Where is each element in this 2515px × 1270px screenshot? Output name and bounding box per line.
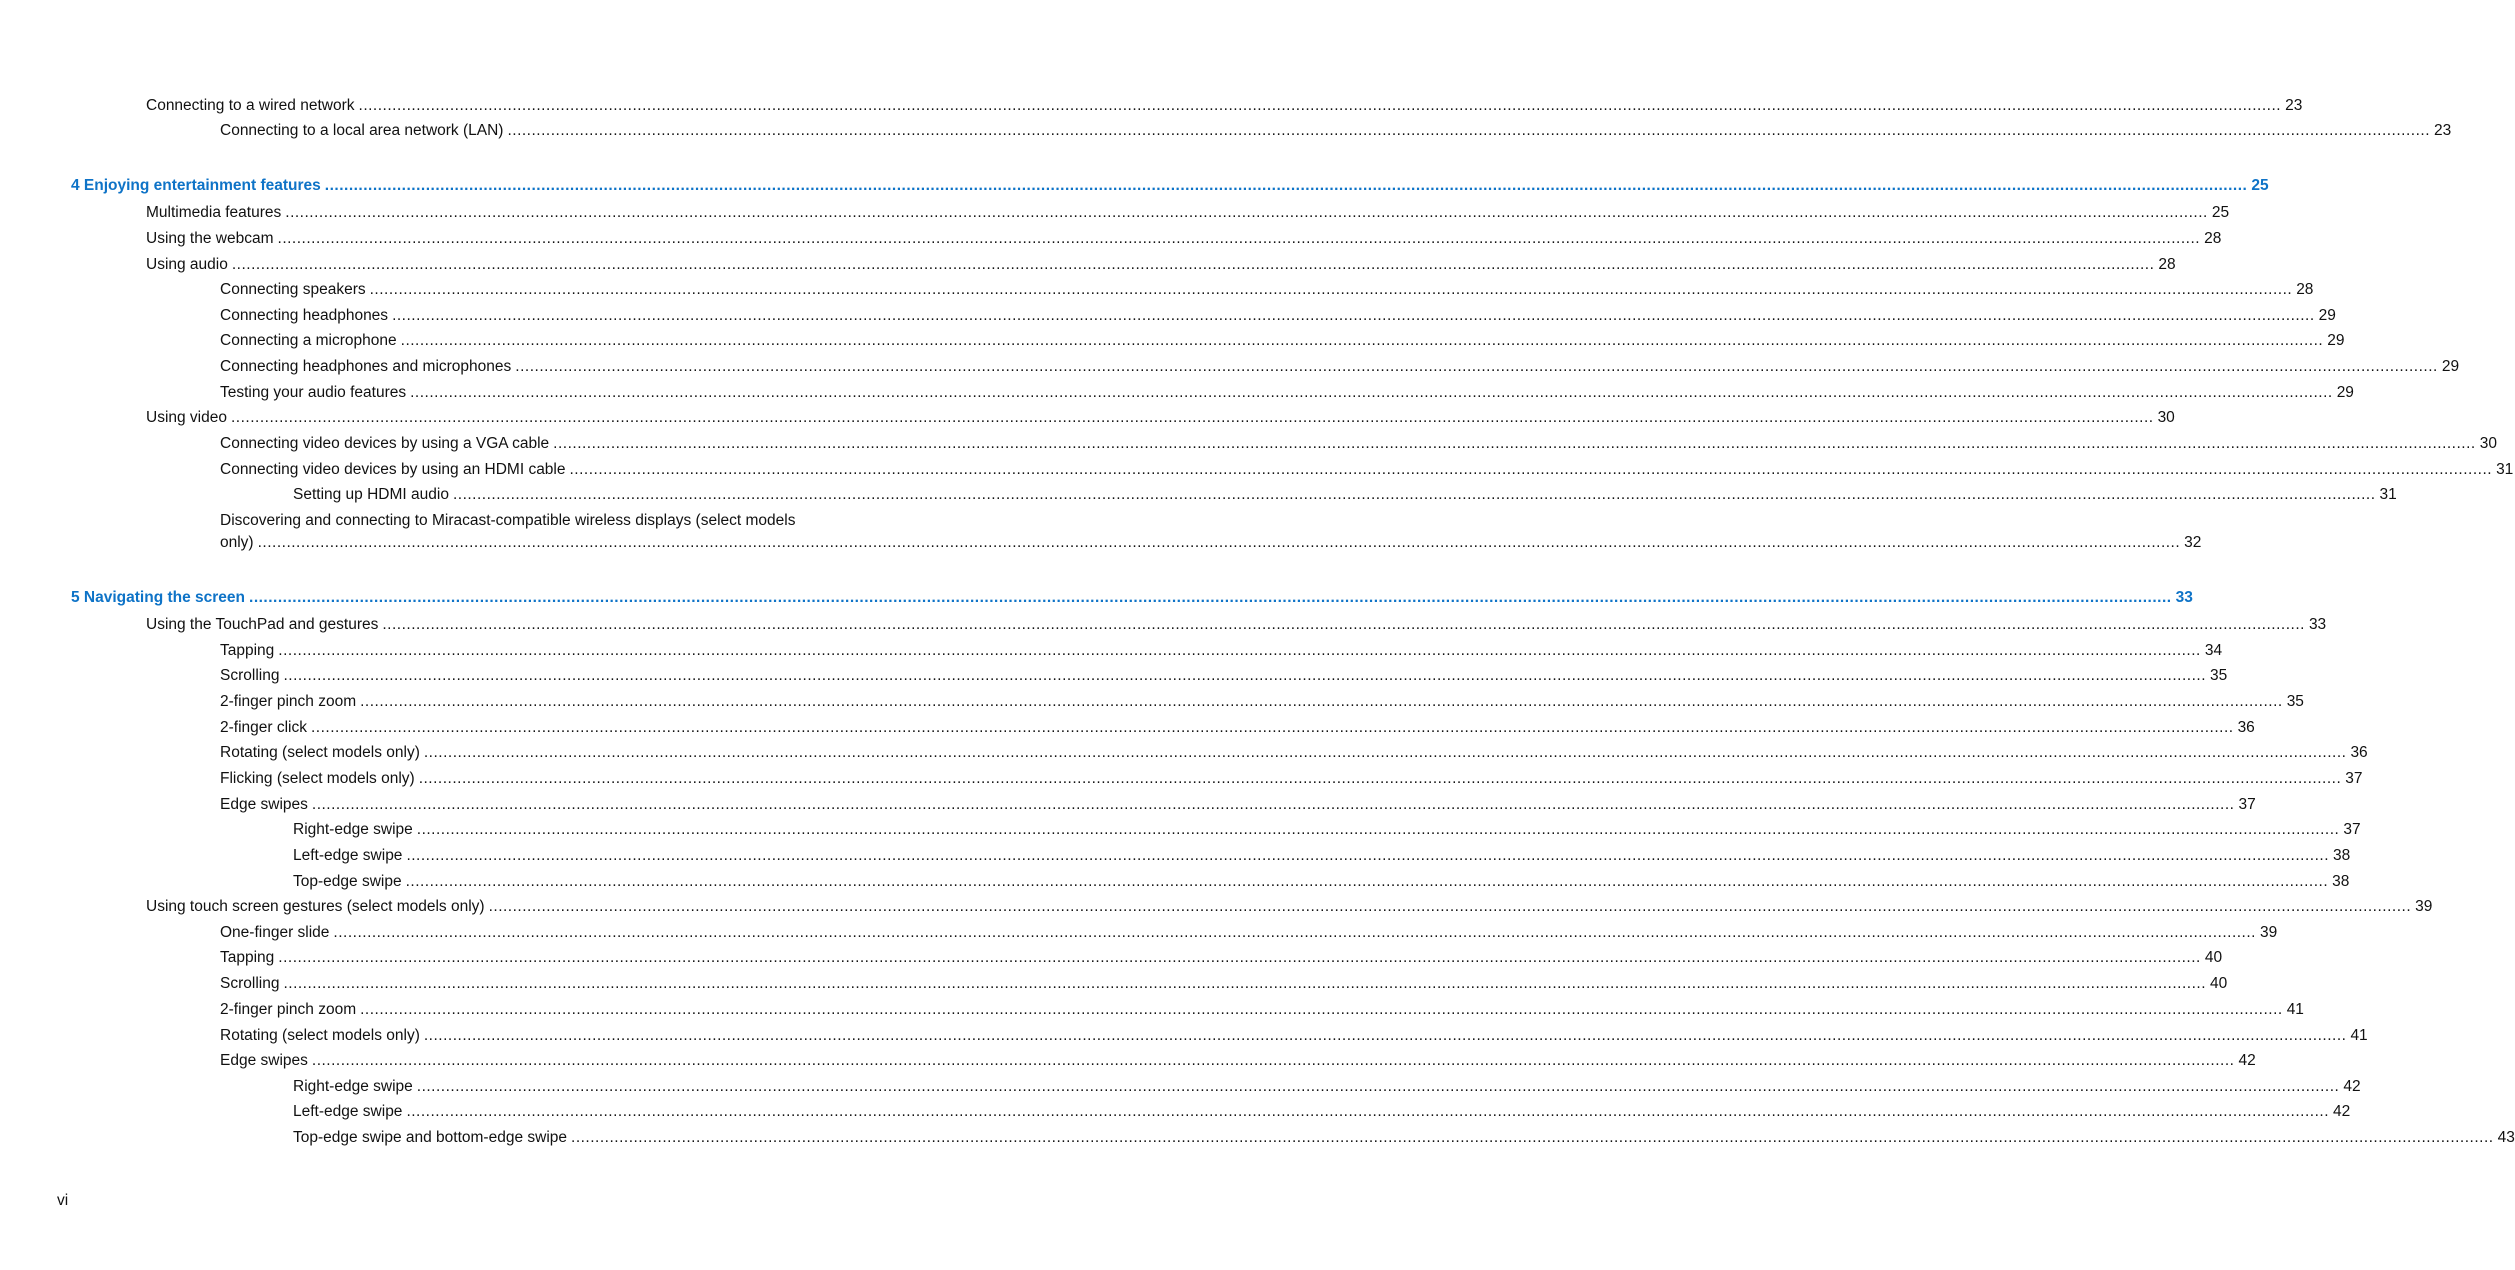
- toc-entry-page-number: 42: [2333, 1103, 2351, 1120]
- toc-entry[interactable]: [220, 384, 2354, 402]
- dot-leader: ................................................................................................................................................................................................................................................................................................................................................................................................................: [231, 409, 2154, 426]
- toc-entry-page-number: 29: [2327, 332, 2345, 349]
- toc-entry[interactable]: [220, 693, 2304, 711]
- toc-entry-title: Scrolling: [220, 975, 280, 992]
- dot-leader: ................................................................................................................................................................................................................................................................................................................................................................................................................: [311, 719, 2234, 736]
- dot-leader: ................................................................................................................................................................................................................................................................................................................................................................................................................: [416, 821, 2340, 838]
- toc-entry-page-number: 36: [2350, 744, 2368, 761]
- dot-leader: ................................................................................................................................................................................................................................................................................................................................................................................................................: [416, 1078, 2340, 1095]
- dot-leader: ................................................................................................................................................................................................................................................................................................................................................................................................................: [283, 975, 2207, 992]
- dot-leader: ................................................................................................................................................................................................................................................................................................................................................................................................................: [324, 177, 2248, 194]
- toc-entry[interactable]: [146, 230, 2222, 248]
- dot-leader: ................................................................................................................................................................................................................................................................................................................................................................................................................: [333, 924, 2256, 941]
- dot-leader: ................................................................................................................................................................................................................................................................................................................................................................................................................: [571, 1129, 2494, 1146]
- toc-entry-title: Using video: [146, 409, 227, 426]
- dot-leader: ................................................................................................................................................................................................................................................................................................................................................................................................................: [418, 770, 2342, 787]
- toc-entry-title: 4 Enjoying entertainment features: [71, 177, 321, 194]
- toc-entry-page-number: 31: [2379, 486, 2397, 503]
- toc-entry-page-number: 29: [2441, 358, 2460, 375]
- dot-leader: ................................................................................................................................................................................................................................................................................................................................................................................................................: [515, 358, 2438, 375]
- toc-entry-title: Rotating (select models only): [220, 1027, 420, 1044]
- toc-entry-page-number: 23: [2285, 97, 2303, 114]
- toc-entry[interactable]: [220, 924, 2278, 942]
- dot-leader: ................................................................................................................................................................................................................................................................................................................................................................................................................: [452, 486, 2376, 503]
- toc-entry[interactable]: [220, 667, 2228, 685]
- toc-entry[interactable]: [220, 122, 2452, 140]
- toc-entry-title[interactable]: Discovering and connecting to Miracast-compatible wireless displays (select models: [220, 512, 796, 529]
- toc-entry-title: Connecting video devices by using an HDMI cable: [220, 461, 566, 478]
- toc-entry-title: Edge swipes: [220, 796, 308, 813]
- toc-entry[interactable]: [293, 847, 2351, 865]
- toc-entry-page-number: 41: [2286, 1001, 2304, 1018]
- toc-entry-title: Right-edge swipe: [293, 1078, 413, 1095]
- dot-leader: ................................................................................................................................................................................................................................................................................................................................................................................................................: [369, 281, 2293, 298]
- toc-entry[interactable]: [220, 744, 2368, 762]
- toc-chapter-entry[interactable]: [71, 177, 2269, 195]
- toc-entry-title: Rotating (select models only): [220, 744, 420, 761]
- toc-entry-page-number: 29: [2336, 384, 2354, 401]
- toc-entry-page-number: 42: [2238, 1052, 2256, 1069]
- toc-entry[interactable]: [220, 1001, 2304, 1019]
- toc-entry[interactable]: [293, 821, 2361, 839]
- toc-entry-title: Scrolling: [220, 667, 280, 684]
- toc-entry-page-number: 40: [2204, 949, 2223, 966]
- dot-leader: ................................................................................................................................................................................................................................................................................................................................................................................................................: [358, 97, 2282, 114]
- dot-leader: ................................................................................................................................................................................................................................................................................................................................................................................................................: [488, 898, 2412, 915]
- toc-entry-page-number: 29: [2318, 307, 2336, 324]
- toc-entry[interactable]: [220, 796, 2256, 814]
- toc-entry[interactable]: [220, 358, 2460, 376]
- toc-entry[interactable]: [146, 256, 2176, 274]
- toc-entry[interactable]: [220, 435, 2497, 453]
- dot-leader: ................................................................................................................................................................................................................................................................................................................................................................................................................: [278, 642, 2201, 659]
- toc-entry[interactable]: [293, 1129, 2515, 1147]
- toc-entry-title: 5 Navigating the screen: [71, 589, 246, 606]
- toc-entry-title: Right-edge swipe: [293, 821, 413, 838]
- toc-entry-title: Testing your audio features: [220, 384, 407, 401]
- toc-entry-title: Connecting video devices by using a VGA cable: [220, 435, 550, 452]
- toc-entry-title: Connecting headphones and microphones: [220, 358, 512, 375]
- toc-entry-page-number: 42: [2343, 1078, 2361, 1095]
- toc-entry-page-number: 33: [2308, 616, 2327, 633]
- toc-entry[interactable]: [220, 719, 2255, 737]
- dot-leader: ................................................................................................................................................................................................................................................................................................................................................................................................................: [405, 873, 2329, 890]
- dot-leader: ................................................................................................................................................................................................................................................................................................................................................................................................................: [507, 122, 2431, 139]
- toc-chapter-entry[interactable]: [71, 589, 2193, 607]
- toc-entry[interactable]: [220, 332, 2345, 350]
- toc-entry-page-number: 23: [2434, 122, 2452, 139]
- dot-leader: ................................................................................................................................................................................................................................................................................................................................................................................................................: [249, 589, 2172, 606]
- toc-entry-page-number: 28: [2158, 256, 2176, 273]
- toc-entry[interactable]: [220, 534, 2202, 552]
- dot-leader: ................................................................................................................................................................................................................................................................................................................................................................................................................: [360, 693, 2283, 710]
- toc-entry[interactable]: [293, 1103, 2351, 1121]
- toc-entry[interactable]: [146, 97, 2303, 115]
- toc-entry[interactable]: [220, 949, 2223, 967]
- toc-entry[interactable]: [146, 204, 2230, 222]
- dot-leader: ................................................................................................................................................................................................................................................................................................................................................................................................................: [231, 256, 2155, 273]
- toc-entry-page-number: 39: [2259, 924, 2278, 941]
- toc-entry-title: Top-edge swipe: [293, 873, 402, 890]
- toc-entry[interactable]: [220, 1027, 2368, 1045]
- toc-entry-title: Top-edge swipe and bottom-edge swipe: [293, 1129, 568, 1146]
- toc-entry[interactable]: [220, 975, 2228, 993]
- toc-entry[interactable]: [146, 898, 2433, 916]
- dot-leader: ................................................................................................................................................................................................................................................................................................................................................................................................................: [400, 332, 2324, 349]
- toc-entry-title: Connecting speakers: [220, 281, 366, 298]
- toc-entry-title: 2-finger pinch zoom: [220, 1001, 357, 1018]
- toc-entry-title: Using audio: [146, 256, 228, 273]
- toc-entry-page-number: 35: [2286, 693, 2304, 710]
- toc-entry[interactable]: [293, 873, 2350, 891]
- toc-entry-title: Connecting to a wired network: [146, 97, 355, 114]
- dot-leader: ................................................................................................................................................................................................................................................................................................................................................................................................................: [423, 744, 2347, 761]
- dot-leader: ................................................................................................................................................................................................................................................................................................................................................................................................................: [382, 616, 2305, 633]
- dot-leader: ................................................................................................................................................................................................................................................................................................................................................................................................................: [569, 461, 2493, 478]
- toc-entry[interactable]: [220, 642, 2223, 660]
- toc-entry[interactable]: [220, 281, 2314, 299]
- toc-entry-title: Connecting a microphone: [220, 332, 397, 349]
- toc-entry-title: Connecting to a local area network (LAN): [220, 122, 504, 139]
- toc-entry-page-number: 43: [2497, 1129, 2515, 1146]
- dot-leader: ................................................................................................................................................................................................................................................................................................................................................................................................................: [285, 204, 2208, 221]
- toc-entry-page-number: 39: [2415, 898, 2433, 915]
- toc-entry-title: 2-finger click: [220, 719, 307, 736]
- toc-entry-page-number: 35: [2210, 667, 2228, 684]
- dot-leader: ................................................................................................................................................................................................................................................................................................................................................................................................................: [360, 1001, 2283, 1018]
- toc-entry-title-continuation: only): [220, 534, 254, 551]
- toc-entry[interactable]: [146, 616, 2327, 634]
- toc-entry[interactable]: [220, 770, 2363, 788]
- toc-entry-page-number: 33: [2175, 589, 2193, 606]
- page-number-footer: vi: [57, 1192, 69, 1209]
- toc-entry-title: Using touch screen gestures (select models only): [146, 898, 485, 915]
- toc-entry[interactable]: [146, 409, 2175, 427]
- toc-entry-page-number: 28: [2204, 230, 2222, 247]
- toc-entry-page-number: 28: [2296, 281, 2314, 298]
- dot-leader: ................................................................................................................................................................................................................................................................................................................................................................................................................: [553, 435, 2476, 452]
- dot-leader: ................................................................................................................................................................................................................................................................................................................................................................................................................: [257, 534, 2181, 551]
- toc-entry-page-number: 25: [2251, 177, 2269, 194]
- toc-entry[interactable]: [293, 486, 2397, 504]
- dot-leader: ................................................................................................................................................................................................................................................................................................................................................................................................................: [277, 230, 2201, 247]
- toc-entry-page-number: 25: [2211, 204, 2230, 221]
- toc-entry-title: Tapping: [220, 949, 275, 966]
- toc-entry-title: Left-edge swipe: [293, 847, 403, 864]
- dot-leader: ................................................................................................................................................................................................................................................................................................................................................................................................................: [406, 847, 2329, 864]
- toc-entry-title: Tapping: [220, 642, 275, 659]
- toc-entry-page-number: 30: [2157, 409, 2175, 426]
- toc-entry[interactable]: [220, 461, 2514, 479]
- toc-entry-title: Using the TouchPad and gestures: [146, 616, 379, 633]
- toc-entry-page-number: 41: [2350, 1027, 2368, 1044]
- toc-entry-page-number: 37: [2345, 770, 2363, 787]
- toc-entry-page-number: 38: [2333, 847, 2351, 864]
- dot-leader: ................................................................................................................................................................................................................................................................................................................................................................................................................: [406, 1103, 2329, 1120]
- dot-leader: ................................................................................................................................................................................................................................................................................................................................................................................................................: [423, 1027, 2347, 1044]
- toc-entry-page-number: 40: [2210, 975, 2228, 992]
- dot-leader: ................................................................................................................................................................................................................................................................................................................................................................................................................: [392, 307, 2315, 324]
- toc-entry-page-number: 37: [2238, 796, 2256, 813]
- toc-entry-page-number: 32: [2184, 534, 2202, 551]
- toc-entry-title: Setting up HDMI audio: [293, 486, 449, 503]
- toc-entry[interactable]: [220, 1052, 2256, 1070]
- toc-entry-page-number: 38: [2332, 873, 2350, 890]
- toc-entry-title: Left-edge swipe: [293, 1103, 403, 1120]
- toc-entry-page-number: 30: [2479, 435, 2497, 452]
- dot-leader: ................................................................................................................................................................................................................................................................................................................................................................................................................: [278, 949, 2201, 966]
- toc-entry-title: Multimedia features: [146, 204, 282, 221]
- toc-entry-page-number: 34: [2204, 642, 2223, 659]
- toc-entry-title: 2-finger pinch zoom: [220, 693, 357, 710]
- toc-entry-title: Edge swipes: [220, 1052, 308, 1069]
- toc-entry-title: Connecting headphones: [220, 307, 389, 324]
- toc-entry-title: Using the webcam: [146, 230, 274, 247]
- toc-entry-page-number: 31: [2496, 461, 2514, 478]
- dot-leader: ................................................................................................................................................................................................................................................................................................................................................................................................................: [311, 1052, 2235, 1069]
- dot-leader: ................................................................................................................................................................................................................................................................................................................................................................................................................: [311, 796, 2235, 813]
- toc-entry-title: Flicking (select models only): [220, 770, 415, 787]
- dot-leader: ................................................................................................................................................................................................................................................................................................................................................................................................................: [283, 667, 2207, 684]
- toc-entry[interactable]: [220, 307, 2336, 325]
- toc-entry-page-number: 36: [2237, 719, 2255, 736]
- dot-leader: ................................................................................................................................................................................................................................................................................................................................................................................................................: [410, 384, 2333, 401]
- toc-entry-title: One-finger slide: [220, 924, 330, 941]
- toc-entry-page-number: 37: [2343, 821, 2361, 838]
- toc-entry[interactable]: [293, 1078, 2361, 1096]
